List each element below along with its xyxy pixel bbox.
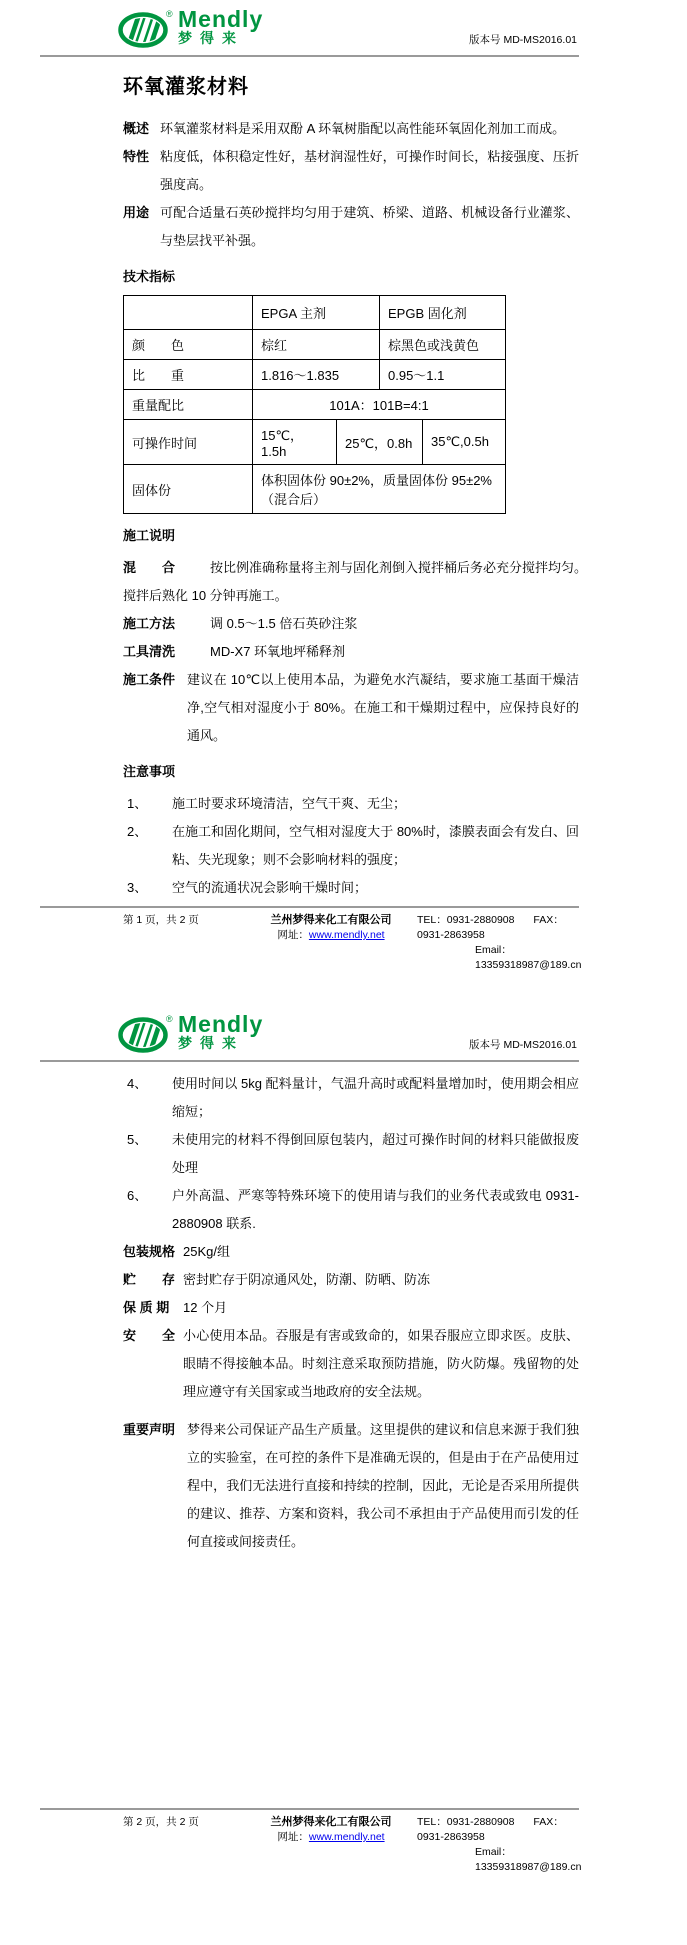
color-label: 颜 色 bbox=[132, 338, 185, 353]
storage-text: 密封贮存于阴凉通风处，防潮、防晒、防冻 bbox=[183, 1272, 431, 1287]
tech-table bbox=[123, 295, 506, 514]
pack-row bbox=[123, 1238, 579, 1266]
safety-label: 安 全 bbox=[123, 1328, 176, 1343]
note-3-text: 空气的流通状况会影响干燥时间； bbox=[172, 880, 368, 895]
company-name: 兰州梦得来化工有限公司 bbox=[270, 1816, 392, 1828]
tech-heading: 技术指标 bbox=[123, 269, 176, 284]
table-row-color bbox=[124, 329, 505, 359]
usage-label: 用途 bbox=[123, 205, 150, 220]
safety-row bbox=[123, 1322, 579, 1406]
usage-text: 可配合适量石英砂搅拌均匀用于建筑、桥梁、道路、机械设备行业灌浆、与垫层找平补强。 bbox=[160, 205, 579, 248]
col-epga-header: EPGA 主剂 bbox=[252, 296, 379, 329]
safety-text: 小心使用本品。吞服是有害或致命的，如果吞服应立即求医。皮肤、眼睛不得接触本品。时刻注意采取预防措施，防火防爆。残留物的处理应遵守有关国家或当地政府的安全法规。 bbox=[183, 1328, 579, 1399]
shelf-text: 12 个月 bbox=[183, 1300, 228, 1315]
col-epgb-header: EPGB 固化剂 bbox=[379, 296, 505, 329]
tel-fax-line bbox=[417, 1815, 587, 1845]
cleaning-row bbox=[123, 638, 579, 666]
note-5-text: 未使用完的材料不得倒回原包装内，超过可操作时间的材料只能做报废处理 bbox=[172, 1132, 579, 1175]
method-label: 施工方法 bbox=[123, 616, 176, 631]
note-6-text: 户外高温、严寒等特殊环境下的使用请与我们的业务代表或致电 0931-2880908 联系. bbox=[172, 1188, 579, 1231]
pack-text: 25Kg/组 bbox=[183, 1244, 230, 1259]
page-gap bbox=[0, 973, 687, 1005]
ratio-label: 重量配比 bbox=[132, 398, 185, 413]
header-divider bbox=[40, 55, 579, 57]
svg-text:®: ® bbox=[166, 9, 173, 19]
feature-text: 粘度低，体积稳定性好，基材润湿性好，可操作时间长，粘接强度、压折强度高。 bbox=[160, 149, 579, 192]
note-item-3 bbox=[123, 874, 579, 902]
storage-label: 贮 存 bbox=[123, 1272, 176, 1287]
page1-footer bbox=[0, 908, 687, 973]
website-line bbox=[255, 1830, 407, 1845]
logo-wordmark bbox=[178, 8, 263, 46]
color-epga: 棕红 bbox=[252, 330, 379, 359]
table-row-solids bbox=[124, 464, 505, 513]
brand-name-chinese: 梦得来 bbox=[178, 30, 244, 46]
solids-value: 体积固体份 90±2%，质量固体份 95±2%（混合后） bbox=[252, 465, 505, 513]
mixing-label: 混 合 bbox=[123, 560, 176, 575]
note-3-number: 3、 bbox=[127, 880, 148, 895]
method-row bbox=[123, 610, 579, 638]
website-label: 网址： bbox=[277, 929, 309, 941]
note-item-5 bbox=[123, 1126, 579, 1182]
email-label: Email：13359318987@189.cn bbox=[475, 944, 582, 971]
brand-name: Mendly bbox=[178, 6, 264, 32]
blank-space bbox=[0, 1556, 687, 1804]
footer-company-block bbox=[255, 913, 407, 973]
page2-footer bbox=[0, 1810, 687, 1875]
gravity-epgb: 0.95～1.1 bbox=[379, 360, 505, 389]
fax-label: FAX：0931-2863958 bbox=[417, 1816, 564, 1843]
email-label: Email：13359318987@189.cn bbox=[475, 1846, 582, 1873]
statement-row bbox=[123, 1416, 579, 1556]
svg-text:®: ® bbox=[166, 1014, 173, 1024]
company-logo bbox=[118, 1013, 263, 1055]
page1-header bbox=[0, 0, 687, 55]
website-label: 网址： bbox=[277, 1831, 309, 1843]
gravity-label: 比 重 bbox=[132, 368, 185, 383]
version-label: 版本号 MD-MS2016.01 bbox=[469, 34, 577, 46]
note-item-2 bbox=[123, 818, 579, 874]
page2-page-number: 第 2 页，共 2 页 bbox=[123, 1816, 199, 1828]
solids-label: 固体份 bbox=[132, 482, 172, 498]
fax-label: FAX：0931-2863958 bbox=[417, 914, 564, 941]
page1-page-number: 第 1 页，共 2 页 bbox=[123, 914, 199, 926]
table-header-row bbox=[124, 296, 505, 329]
note-item-6 bbox=[123, 1182, 579, 1238]
condition-text: 建议在 10℃以上使用本品，为避免水汽凝结，要求施工基面干燥洁净,空气相对湿度小于 80%。在施工和干燥期过程中，应保持良好的通风。 bbox=[187, 672, 579, 743]
footer-contact-block bbox=[407, 1815, 587, 1875]
note-1-text: 施工时要求环境清洁，空气干爽、无尘； bbox=[172, 796, 407, 811]
blank-space bbox=[0, 1875, 687, 1945]
statement-label: 重要声明 bbox=[123, 1422, 176, 1437]
notes-heading: 注意事项 bbox=[123, 764, 176, 779]
worktime-35c: 35℃,0.5h bbox=[422, 420, 505, 464]
ratio-value: 101A：101B=4:1 bbox=[252, 390, 505, 419]
footer-company-block bbox=[255, 1815, 407, 1875]
mendly-logo-icon bbox=[118, 1013, 174, 1055]
table-row-ratio bbox=[124, 389, 505, 419]
website-link[interactable]: www.mendly.net bbox=[308, 1831, 385, 1843]
condition-label: 施工条件 bbox=[123, 672, 176, 687]
mendly-logo-icon bbox=[118, 8, 174, 50]
note-1-number: 1、 bbox=[127, 796, 148, 811]
page-2 bbox=[0, 1005, 687, 1945]
feature-label: 特性 bbox=[123, 149, 150, 164]
note-item-4 bbox=[123, 1070, 579, 1126]
feature-row bbox=[123, 143, 579, 199]
footer-contact-block bbox=[407, 913, 587, 973]
page-title: 环氧灌浆材料 bbox=[123, 76, 249, 98]
brand-name: Mendly bbox=[178, 1011, 264, 1037]
mixing-row bbox=[123, 554, 588, 582]
note-5-number: 5、 bbox=[127, 1132, 148, 1147]
note-item-1 bbox=[123, 790, 579, 818]
worktime-15c: 15℃，1.5h bbox=[252, 420, 336, 464]
condition-row bbox=[123, 666, 579, 750]
overview-label: 概述 bbox=[123, 121, 150, 136]
table-row-worktime bbox=[124, 419, 505, 464]
tel-label: TEL：0931-2880908 bbox=[417, 1816, 515, 1828]
company-name: 兰州梦得来化工有限公司 bbox=[270, 914, 392, 926]
website-line bbox=[255, 928, 407, 943]
logo-wordmark bbox=[178, 1013, 263, 1051]
shelf-label: 保 质 期 bbox=[123, 1300, 170, 1315]
cleaning-label: 工具清洗 bbox=[123, 644, 176, 659]
table-corner-cell bbox=[124, 296, 252, 329]
note-4-text: 使用时间以 5kg 配料量计，气温升高时或配料量增加时，使用期会相应缩短； bbox=[172, 1076, 579, 1119]
storage-row bbox=[123, 1266, 579, 1294]
brand-name-chinese: 梦得来 bbox=[178, 1035, 244, 1051]
worktime-25c: 25℃，0.8h bbox=[336, 420, 422, 464]
gravity-epga: 1.816～1.835 bbox=[252, 360, 379, 389]
mixing-text: 按比例准确称量将主剂与固化剂倒入搅拌桶后务必充分搅拌均匀。 bbox=[210, 560, 588, 575]
overview-text: 环氧灌浆材料是采用双酚 A 环氧树脂配以高性能环氧固化剂加工而成。 bbox=[160, 121, 566, 136]
mixing-continuation: 搅拌后熟化 10 分钟再施工。 bbox=[123, 588, 288, 603]
statement-text: 梦得来公司保证产品生产质量。这里提供的建议和信息来源于我们独立的实验室，在可控的条件下是准确无误的，但是由于在产品使用过程中，我们无法进行直接和持续的控制，因此，无论是否采用所提供的建议、推荐、方案和资料，我公司不承担由于产品使用而引发的任何直接或间接责任。 bbox=[187, 1422, 579, 1549]
usage-row bbox=[123, 199, 579, 255]
version-label: 版本号 MD-MS2016.01 bbox=[469, 1039, 577, 1051]
cleaning-text: MD-X7 环氧地坪稀释剂 bbox=[210, 644, 346, 659]
overview-row bbox=[123, 115, 579, 143]
method-text: 调 0.5～1.5 倍石英砂注浆 bbox=[210, 616, 358, 631]
page2-header bbox=[0, 1005, 687, 1060]
construction-heading: 施工说明 bbox=[123, 528, 176, 543]
tel-label: TEL：0931-2880908 bbox=[417, 914, 515, 926]
shelf-row bbox=[123, 1294, 579, 1322]
table-row-gravity bbox=[124, 359, 505, 389]
company-logo bbox=[118, 8, 263, 50]
tel-fax-line bbox=[417, 913, 587, 943]
note-2-text: 在施工和固化期间，空气相对湿度大于 80%时，漆膜表面会有发白、回粘、失光现象；则不会影响材料的强度； bbox=[172, 824, 579, 867]
note-4-number: 4、 bbox=[127, 1076, 148, 1091]
color-epgb: 棕黑色或浅黄色 bbox=[379, 330, 505, 359]
note-2-number: 2、 bbox=[127, 824, 148, 839]
note-6-number: 6、 bbox=[127, 1188, 148, 1203]
website-link[interactable]: www.mendly.net bbox=[308, 929, 385, 941]
worktime-label: 可操作时间 bbox=[132, 435, 198, 451]
pack-label: 包装规格 bbox=[123, 1244, 176, 1259]
